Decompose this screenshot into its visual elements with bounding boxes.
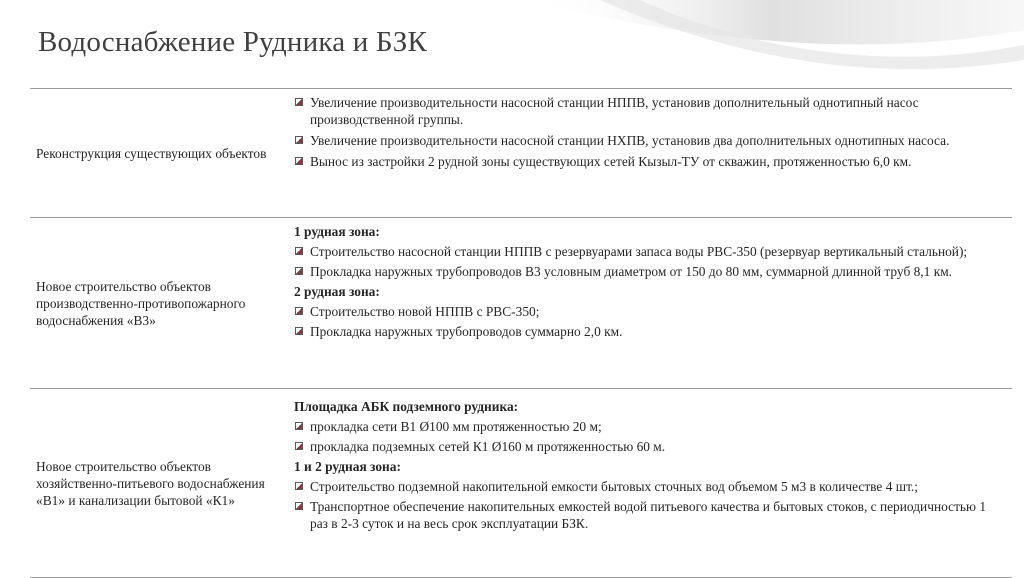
list-item: [294, 498, 1004, 532]
list-item-text: Строительство насосной станции НППВ с резервуарами запаса воды РВС-350 (резервуар вертикальный стальной);: [310, 244, 968, 259]
table-row: [30, 88, 1012, 217]
group-heading: 1 и 2 рудная зона:: [294, 459, 401, 474]
list-item: [294, 153, 1004, 170]
list-item: [294, 132, 1004, 149]
list-item-text: Транспортное обеспечение накопительных емкостей водой питьевого качества и бытовых стоков, с периодичностью 1 раз в 2-3 суток и на весь срок эксплуатации БЗК.: [310, 499, 987, 531]
table-row: [30, 388, 1012, 578]
checkbox-bullet-icon: [295, 98, 303, 106]
group-heading: 2 рудная зона:: [294, 284, 380, 299]
group-heading: 1 рудная зона:: [294, 224, 380, 239]
checkbox-bullet-icon: [295, 327, 303, 335]
list-item-text: Строительство подземной накопительной емкости бытовых сточных вод объемом 5 м3 в количестве 4 шт.;: [310, 479, 918, 494]
list-item-text: прокладка сети В1 Ø100 мм протяженностью 20 м;: [310, 419, 602, 434]
list-item-text: Вынос из застройки 2 рудной зоны существующих сетей Кызыл-ТУ от скважин, протяженностью 6,0 км.: [310, 154, 912, 169]
checkbox-bullet-icon: [295, 442, 303, 450]
group-heading: Площадка АБК подземного рудника:: [294, 399, 519, 414]
list-item: [294, 438, 1004, 455]
row-content-cell: [294, 218, 1012, 388]
row-label: Новое строительство объектов производственно-противопожарного водоснабжения «В3»: [36, 278, 246, 328]
row-content-cell: [294, 89, 1012, 217]
checkbox-bullet-icon: [295, 422, 303, 430]
row-content-cell: [294, 389, 1012, 577]
checkbox-bullet-icon: [295, 157, 303, 165]
checkbox-bullet-icon: [295, 267, 303, 275]
checkbox-bullet-icon: [295, 136, 303, 144]
list-item: [294, 478, 1004, 495]
row-label-cell: [30, 389, 294, 577]
list-item: [294, 263, 1004, 280]
list-item-text: Увеличение производительности насосной станции НХПВ, установив два дополнительных однотипных насоса.: [310, 133, 950, 148]
checkbox-bullet-icon: [295, 247, 303, 255]
row-label-cell: [30, 89, 294, 217]
slide-title: Водоснабжение Рудника и БЗК: [38, 26, 428, 58]
list-item-text: прокладка подземных сетей К1 Ø160 м протяженностью 60 м.: [310, 439, 666, 454]
row-label: Новое строительство объектов хозяйственно-питьевого водоснабжения «В1» и канализации бытовой «К1»: [36, 458, 265, 508]
checkbox-bullet-icon: [295, 307, 303, 315]
list-item-text: Увеличение производительности насосной станции НППВ, установив дополнительный однотипный насос производственной группы.: [310, 95, 919, 127]
list-item: [294, 418, 1004, 435]
checkbox-bullet-icon: [295, 502, 303, 510]
table-row: [30, 217, 1012, 388]
row-label-cell: [30, 218, 294, 388]
list-item: [294, 323, 1004, 340]
list-item: [294, 243, 1004, 260]
checkbox-bullet-icon: [295, 482, 303, 490]
list-item-text: Прокладка наружных трубопроводов В3 условным диаметром от 150 до 80 мм, суммарной длинной труб 8,1 км.: [310, 264, 953, 279]
row-label: Реконструкция существующих объектов: [36, 145, 267, 161]
content-table: [30, 88, 1012, 578]
list-item-text: Строительство новой НППВ с РВС-350;: [310, 304, 540, 319]
list-item-text: Прокладка наружных трубопроводов суммарно 2,0 км.: [310, 324, 623, 339]
list-item: [294, 94, 1004, 128]
list-item: [294, 303, 1004, 320]
